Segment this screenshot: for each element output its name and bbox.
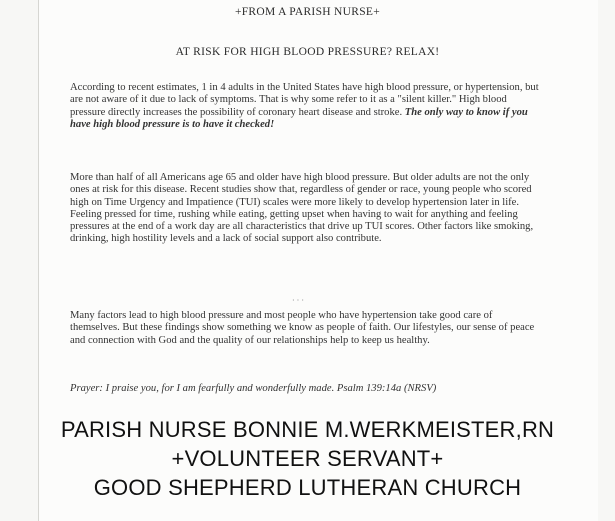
paragraph-3: Many factors lead to high blood pressure and most people who have hypertension take good care of themselves. But these findings show something we know as people of faith. Our lifestyles, our sense of peace and connection with God and the quality of our relationships help to keep us healthy. [70, 310, 535, 346]
paragraph-1 [70, 82, 542, 131]
footer-author: PARISH NURSE BONNIE M.WERKMEISTER,RN [60, 417, 555, 442]
document-header: +FROM A PARISH NURSE+ [234, 6, 381, 18]
footer-church: GOOD SHEPHERD LUTHERAN CHURCH [93, 475, 522, 500]
scan-dots: · · · [292, 296, 304, 305]
footer-role: +VOLUNTEER SERVANT+ [171, 446, 444, 471]
paragraph-1-text: According to recent estimates, 1 in 4 adults in the United States have high blood pressure, or hypertension, but are not aware of it due to lack of symptoms. That is why some refer to it as a "silent killer." High blood pressure directly increases the possibility of coronary heart disease and stroke. [70, 82, 539, 118]
paragraph-2: More than half of all Americans age 65 and older have high blood pressure. But older adults are not the only ones at risk for this disease. Recent studies show that, regardless of gender or race, young people who scored high on Time Urgency and Impatience (TUI) scales were more likely to develop hypertension later in life. Feeling pressed for time, rushing while eating, getting upset when having to wait for anything and feeling pressures at the end of a work day are all characteristics that drive up TUI scores. Other factors like smoking, drinking, high hostility levels and a lack of social support also contribute. [70, 172, 534, 245]
document-title: AT RISK FOR HIGH BLOOD PRESSURE? RELAX! [175, 46, 440, 58]
paragraph-1-emphasis: The only way to know if you have high blood pressure is to have it checked! [70, 106, 528, 130]
prayer-line: Prayer: I praise you, for I am fearfully and wonderfully made. Psalm 139:14a (NRSV) [70, 383, 437, 394]
